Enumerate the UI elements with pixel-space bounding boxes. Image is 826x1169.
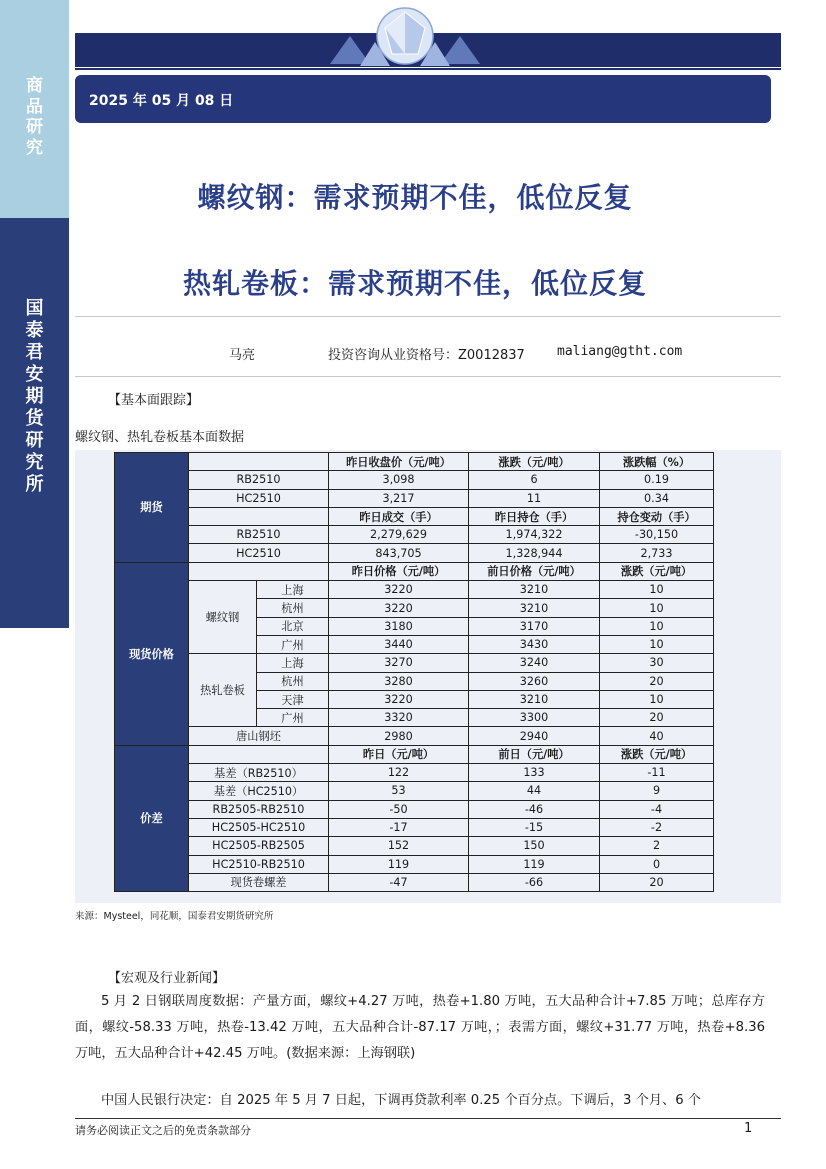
- contract-cell: RB2510: [189, 471, 329, 489]
- sidebar-bottom-char: 所: [25, 473, 44, 495]
- author-license: 投资咨询从业资格号：Z0012837: [328, 348, 525, 363]
- city-cell: 上海: [257, 654, 329, 672]
- value-cell: 3210: [469, 599, 600, 617]
- title-rebar: 螺纹钢：需求预期不佳，低位反复: [197, 181, 633, 214]
- table-row: [115, 745, 714, 763]
- table-row: [115, 837, 714, 855]
- value-cell: 53: [329, 782, 469, 800]
- table-row: [115, 471, 714, 489]
- table-caption: 螺纹钢、热轧卷板基本面数据: [75, 430, 245, 445]
- value-cell: 152: [329, 837, 469, 855]
- header-underline: [75, 68, 781, 70]
- value-cell: 1,974,322: [469, 526, 600, 544]
- city-cell: 北京: [257, 617, 329, 635]
- sidebar-top-label: [0, 76, 69, 159]
- city-cell: 杭州: [257, 599, 329, 617]
- value-cell: 119: [329, 855, 469, 873]
- value-cell: 10: [600, 617, 714, 635]
- spread-name-cell: 现货卷螺差: [189, 873, 329, 891]
- column-header: 涨跌幅（%）: [600, 453, 714, 471]
- value-cell: -17: [329, 818, 469, 836]
- value-cell: 119: [469, 855, 600, 873]
- spread-name-cell: HC2505-HC2510: [189, 818, 329, 836]
- value-cell: -47: [329, 873, 469, 891]
- group-spot: 现货价格: [115, 562, 189, 745]
- city-cell: 上海: [257, 581, 329, 599]
- contract-cell: RB2510: [189, 526, 329, 544]
- value-cell: 3440: [329, 635, 469, 653]
- sidebar-bottom-char: 安: [25, 363, 44, 385]
- group-futures: 期货: [115, 453, 189, 563]
- group-spread: 价差: [115, 745, 189, 891]
- date-bar: [75, 75, 771, 123]
- value-cell: 150: [469, 837, 600, 855]
- contract-cell: HC2510: [189, 489, 329, 507]
- page-number: 1: [744, 1121, 753, 1136]
- sidebar-top-char: 研: [26, 117, 43, 138]
- value-cell: 0.19: [600, 471, 714, 489]
- table-row: [115, 453, 714, 471]
- column-header: 持仓变动（手）: [600, 507, 714, 525]
- table-row: [115, 526, 714, 544]
- diamond-logo-icon: [330, 6, 480, 68]
- value-cell: 3210: [469, 690, 600, 708]
- report-date: 2025 年 05 月 08 日: [89, 93, 234, 109]
- spread-name-cell: HC2505-RB2505: [189, 837, 329, 855]
- value-cell: 3320: [329, 709, 469, 727]
- table-row: [115, 782, 714, 800]
- footer-disclaimer: 请务必阅读正文之后的免责条款部分: [75, 1124, 251, 1137]
- value-cell: 10: [600, 690, 714, 708]
- sidebar-bottom-char: 泰: [25, 319, 44, 341]
- value-cell: 3,217: [329, 489, 469, 507]
- column-header: 昨日收盘价（元/吨）: [329, 453, 469, 471]
- author-email[interactable]: maliang@gtht.com: [557, 344, 683, 359]
- table-row: [115, 873, 714, 891]
- value-cell: -30,150: [600, 526, 714, 544]
- value-cell: 11: [469, 489, 600, 507]
- table-row: [115, 727, 714, 745]
- spread-name-cell: HC2510-RB2510: [189, 855, 329, 873]
- value-cell: -50: [329, 800, 469, 818]
- value-cell: 3170: [469, 617, 600, 635]
- value-cell: 3220: [329, 599, 469, 617]
- section-heading-news: 【宏观及行业新闻】: [108, 971, 226, 986]
- table-source: 来源：Mysteel，同花顺，国泰君安期货研究所: [75, 911, 274, 922]
- value-cell: 2,279,629: [329, 526, 469, 544]
- column-header: 昨日成交（手）: [329, 507, 469, 525]
- sidebar-bottom-char: 货: [25, 407, 44, 429]
- table-row: [115, 489, 714, 507]
- value-cell: 44: [469, 782, 600, 800]
- value-cell: 3270: [329, 654, 469, 672]
- table-row: [115, 764, 714, 782]
- table-row: [115, 581, 714, 599]
- value-cell: 40: [600, 727, 714, 745]
- value-cell: 122: [329, 764, 469, 782]
- value-cell: 3260: [469, 672, 600, 690]
- value-cell: 3220: [329, 690, 469, 708]
- value-cell: 133: [469, 764, 600, 782]
- value-cell: 2,733: [600, 544, 714, 562]
- title-hrc: 热轧卷板：需求预期不佳，低位反复: [182, 267, 647, 300]
- value-cell: -4: [600, 800, 714, 818]
- value-cell: 0.34: [600, 489, 714, 507]
- value-cell: 3280: [329, 672, 469, 690]
- header-blank: [189, 453, 329, 471]
- value-cell: 1,328,944: [469, 544, 600, 562]
- spread-name-cell: 基差（HC2510）: [189, 782, 329, 800]
- author-name: 马亮: [229, 348, 256, 363]
- value-cell: 3220: [329, 581, 469, 599]
- city-cell: 广州: [257, 709, 329, 727]
- column-header: 涨跌（元/吨）: [600, 562, 714, 580]
- product-hrc: 热轧卷板: [189, 654, 257, 727]
- city-cell: 杭州: [257, 672, 329, 690]
- value-cell: -2: [600, 818, 714, 836]
- header-blank: [189, 507, 329, 525]
- value-cell: 3240: [469, 654, 600, 672]
- author-top-rule: [75, 316, 781, 317]
- column-header: 昨日价格（元/吨）: [329, 562, 469, 580]
- value-cell: 10: [600, 599, 714, 617]
- value-cell: 2: [600, 837, 714, 855]
- spread-name-cell: 基差（RB2510）: [189, 764, 329, 782]
- value-cell: 2980: [329, 727, 469, 745]
- city-cell: 天津: [257, 690, 329, 708]
- spread-name-cell: RB2505-RB2510: [189, 800, 329, 818]
- value-cell: 9: [600, 782, 714, 800]
- column-header: 涨跌（元/吨）: [600, 745, 714, 763]
- author-bottom-rule: [75, 376, 781, 377]
- column-header: 昨日（元/吨）: [329, 745, 469, 763]
- city-cell: 广州: [257, 635, 329, 653]
- sidebar-top-char: 品: [26, 96, 43, 117]
- sidebar-bottom-char: 研: [25, 429, 44, 451]
- table-row: [115, 855, 714, 873]
- product-rebar: 螺纹钢: [189, 581, 257, 654]
- column-header: 昨日持仓（手）: [469, 507, 600, 525]
- fundamentals-table: [114, 452, 714, 892]
- column-header: 前日价格（元/吨）: [469, 562, 600, 580]
- sidebar-bottom-char: 国: [25, 298, 44, 319]
- table-row: [115, 544, 714, 562]
- header-blank: [189, 562, 329, 580]
- column-header: 前日（元/吨）: [469, 745, 600, 763]
- table-row: [115, 800, 714, 818]
- section-heading-fundamentals: 【基本面跟踪】: [108, 393, 200, 408]
- value-cell: 6: [469, 471, 600, 489]
- value-cell: 0: [600, 855, 714, 873]
- value-cell: 30: [600, 654, 714, 672]
- value-cell: 20: [600, 709, 714, 727]
- column-header: 涨跌（元/吨）: [469, 453, 600, 471]
- value-cell: 3300: [469, 709, 600, 727]
- value-cell: 3180: [329, 617, 469, 635]
- value-cell: 843,705: [329, 544, 469, 562]
- header-blank: [189, 745, 329, 763]
- value-cell: -15: [469, 818, 600, 836]
- value-cell: 2940: [469, 727, 600, 745]
- value-cell: 3,098: [329, 471, 469, 489]
- value-cell: 20: [600, 672, 714, 690]
- value-cell: 10: [600, 581, 714, 599]
- value-cell: -66: [469, 873, 600, 891]
- sidebar-bottom-char: 君: [25, 341, 44, 363]
- value-cell: 3430: [469, 635, 600, 653]
- value-cell: -11: [600, 764, 714, 782]
- table-row: [115, 507, 714, 525]
- sidebar-bottom-label: [0, 298, 69, 496]
- table-row: [115, 818, 714, 836]
- table-row: [115, 654, 714, 672]
- billet-cell: 唐山钢坯: [189, 727, 329, 745]
- table-row: [115, 562, 714, 580]
- value-cell: -46: [469, 800, 600, 818]
- sidebar-top-char: 商: [26, 76, 43, 96]
- fundamentals-table-area: [75, 450, 781, 903]
- news-paragraph-1: 5 月 2 日钢联周度数据：产量方面，螺纹+4.27 万吨，热卷+1.80 万吨，五大品种合计+7.85 万吨；总库存方面，螺纹-58.33 万吨，热卷-13.42 万吨，五大品种合计-87.17 万吨，；表需方面，螺纹+31.77 万吨，热卷+8.36 万吨，五大品种合计+42.45 万吨。(数据来源：上海钢联): [75, 994, 765, 1061]
- value-cell: 10: [600, 635, 714, 653]
- sidebar-top-char: 究: [26, 138, 43, 159]
- value-cell: 3210: [469, 581, 600, 599]
- news-paragraph-2: 中国人民银行决定：自 2025 年 5 月 7 日起，下调再贷款利率 0.25 个百分点。下调后，3 个月、6 个: [101, 1093, 701, 1108]
- value-cell: 20: [600, 873, 714, 891]
- sidebar-bottom-char: 期: [25, 385, 44, 407]
- sidebar-bottom-char: 究: [25, 451, 44, 473]
- contract-cell: HC2510: [189, 544, 329, 562]
- footer-rule: [75, 1118, 781, 1119]
